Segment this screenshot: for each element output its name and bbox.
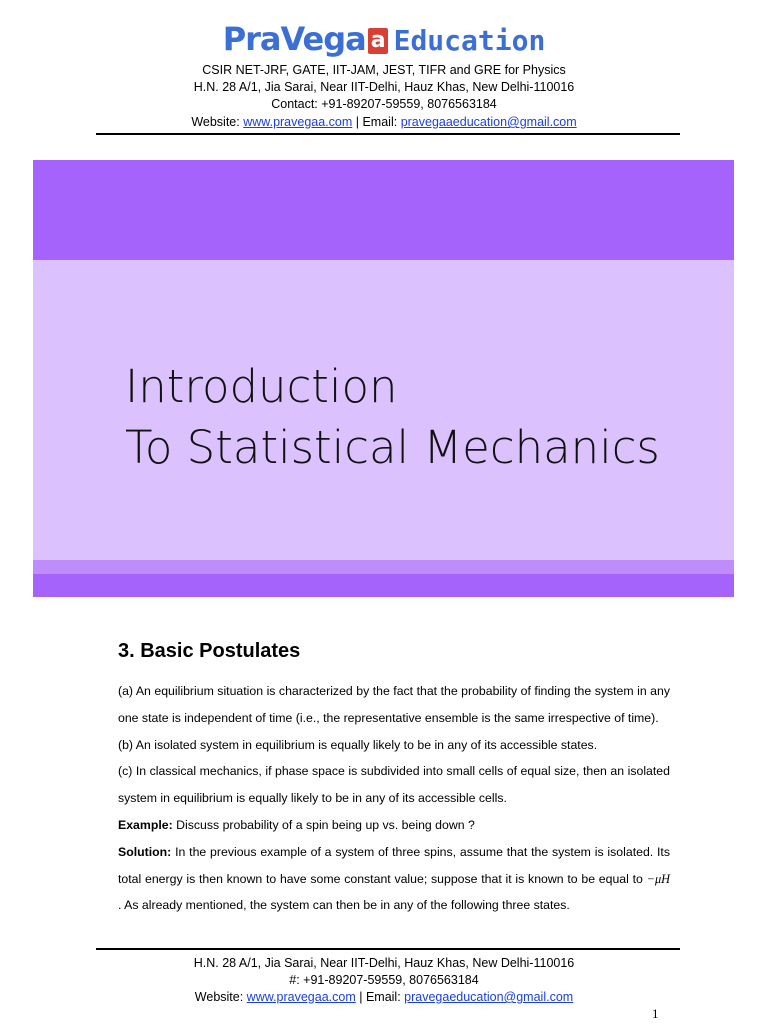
- header-rule: [96, 133, 680, 135]
- solution-label: Solution:: [118, 844, 172, 859]
- logo-brand: PraVega: [222, 20, 366, 58]
- section-title: 3. Basic Postulates: [118, 640, 301, 662]
- header-contact: Contact: +91-89207-59559, 8076563184: [271, 97, 497, 111]
- website-label: Website:: [191, 115, 244, 129]
- footer-email-label: | Email:: [355, 990, 405, 1004]
- footer-website-link[interactable]: www.pravegaa.com: [246, 990, 356, 1004]
- energy-expression: −μH: [646, 871, 670, 886]
- banner-title-line1: Introduction: [125, 360, 398, 413]
- banner-bottom-band: [33, 574, 734, 597]
- solution-paragraph: [118, 839, 670, 919]
- banner-title: [125, 356, 660, 478]
- postulate-c: (c) In classical mechanics, if phase space is subdivided into small cells of equal size, then an isolated system in equilibrium is equally likely to be in any of its accessible cells.: [118, 764, 670, 806]
- postulate-b: (b) An isolated system in equilibrium is equally likely to be in any of its accessible states.: [118, 737, 598, 752]
- solution-text: In the previous example of a system of three spins, assume that the system is isolated. Its total energy is then known to have some constant value; suppose that it is known to be equal to: [118, 844, 670, 886]
- example-label: Example:: [118, 817, 173, 832]
- footer-phone: #: +91-89207-59559, 8076563184: [289, 973, 479, 987]
- header-web-line: [0, 114, 768, 131]
- email-link[interactable]: pravegaaeducation@gmail.com: [400, 115, 577, 129]
- banner-title-line2: To Statistical Mechanics: [125, 421, 660, 474]
- solution-tail: . As already mentioned, the system can then be in any of the following three states.: [118, 898, 570, 913]
- footer-web-line: [0, 989, 768, 1006]
- banner-top-band: [33, 160, 734, 260]
- banner-bottom-band-light: [33, 560, 734, 574]
- header-tagline: CSIR NET-JRF, GATE, IIT-JAM, JEST, TIFR and GRE for Physics: [202, 63, 566, 77]
- footer-email-link[interactable]: pravegaeducation@gmail.com: [404, 990, 574, 1004]
- footer-rule: [96, 948, 680, 950]
- logo-mark: a: [368, 28, 388, 54]
- body-text: [118, 678, 670, 919]
- email-label: | Email:: [352, 115, 401, 129]
- logo-suffix: Education: [393, 24, 546, 57]
- footer-website-label: Website:: [194, 990, 247, 1004]
- footer-address: H.N. 28 A/1, Jia Sarai, Near IIT-Delhi, Hauz Khas, New Delhi-110016: [193, 956, 575, 970]
- example-paragraph: [118, 812, 670, 839]
- title-banner: [33, 160, 734, 597]
- header-address: H.N. 28 A/1, Jia Sarai, Near IIT-Delhi, Hauz Khas, New Delhi-110016: [193, 80, 575, 94]
- postulate-a: (a) An equilibrium situation is characterized by the fact that the probability of finding the system in any one state is independent of time (i.e., the representative ensemble is the same irrespective of time).: [118, 684, 670, 725]
- example-text: Discuss probability of a spin being up vs. being down ?: [172, 817, 475, 832]
- logo: [0, 20, 768, 64]
- website-link[interactable]: www.pravegaa.com: [243, 115, 353, 129]
- page-number: 1: [652, 1006, 659, 1021]
